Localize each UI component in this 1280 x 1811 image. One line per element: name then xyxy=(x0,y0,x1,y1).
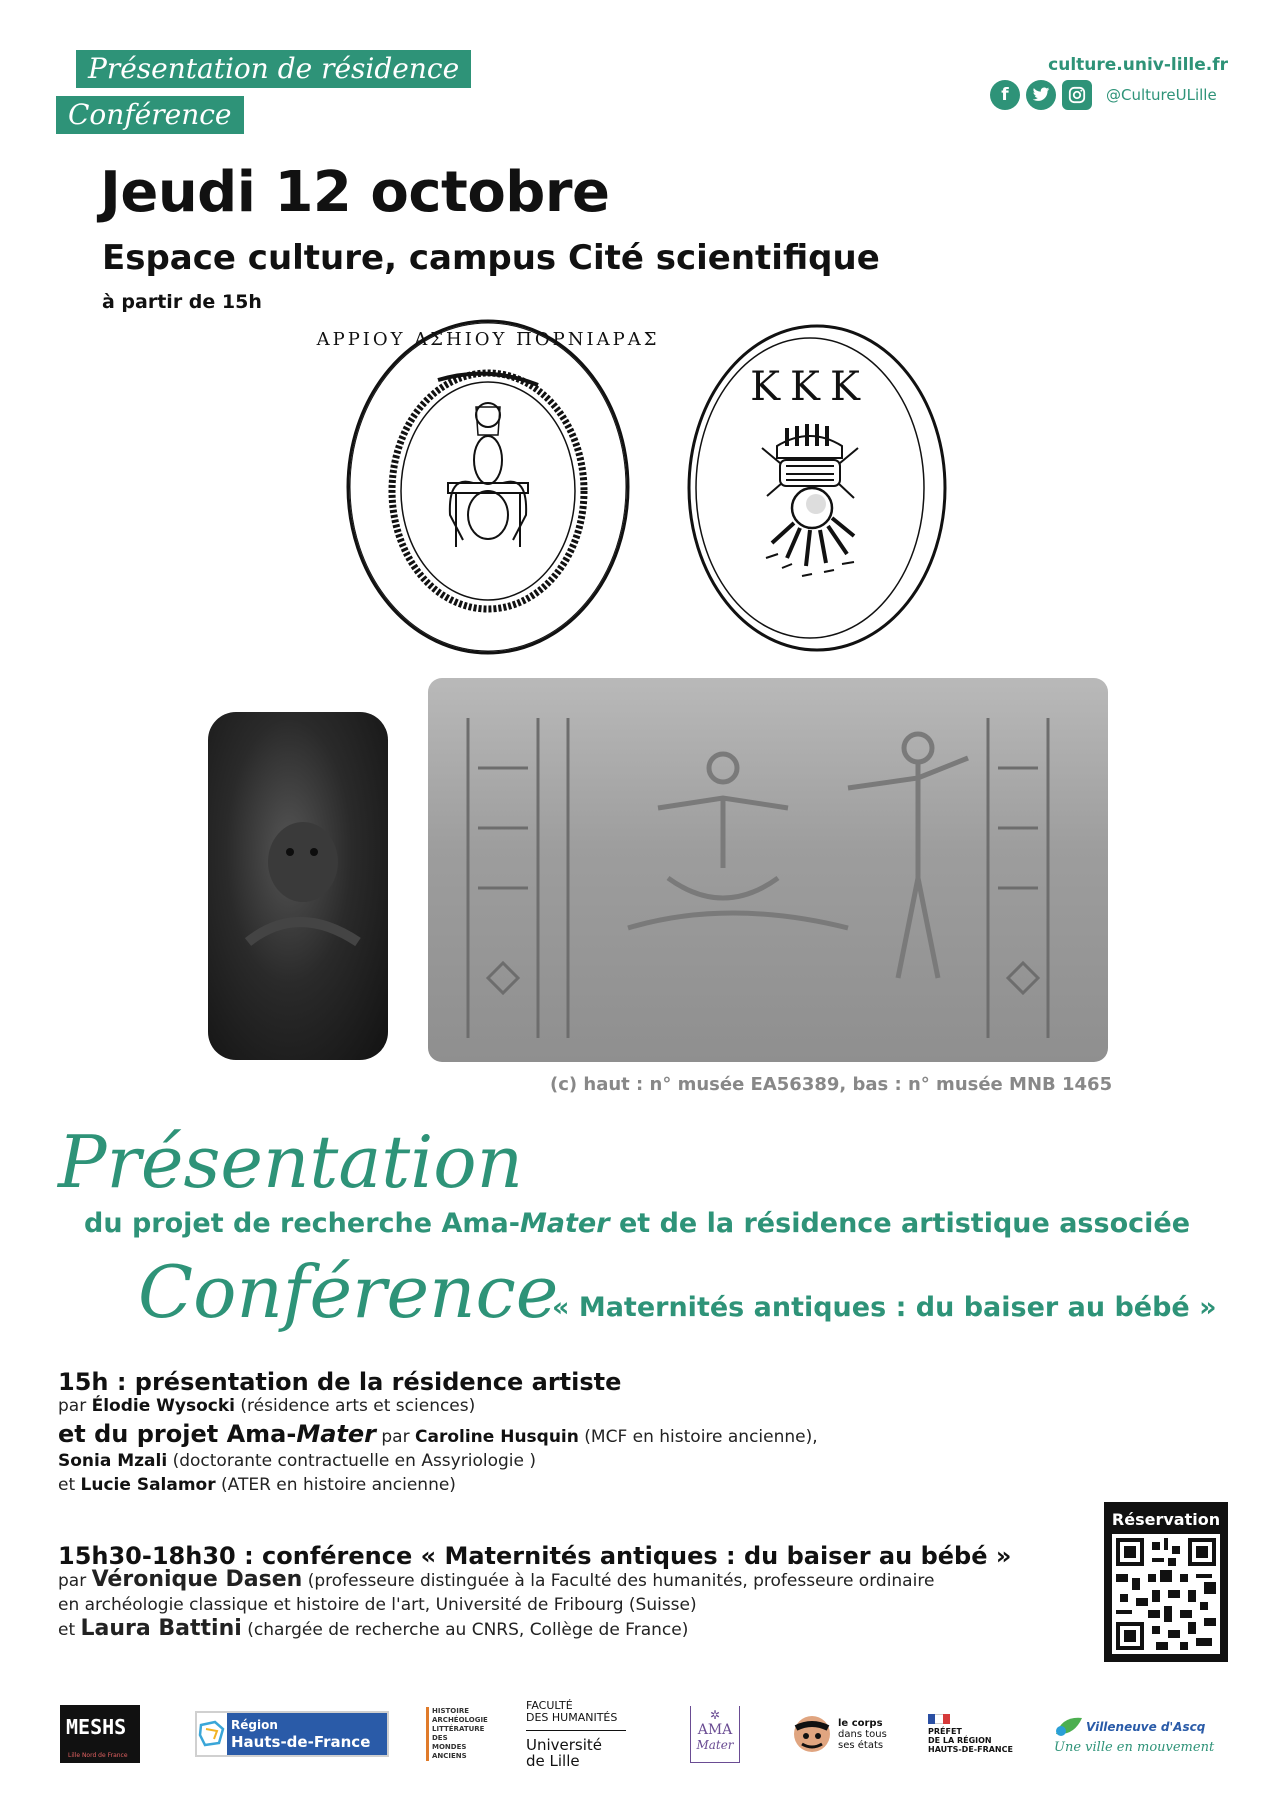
region-map-icon xyxy=(197,1719,227,1749)
program-block-2 xyxy=(58,1544,1088,1642)
seal-drawing-left xyxy=(316,315,660,660)
villeneuve-leaf-icon xyxy=(1054,1714,1084,1740)
cylinder-seal-photo xyxy=(208,712,388,1060)
event-venue: Espace culture, campus Cité scientifique xyxy=(102,238,880,278)
title-conference: Conférence xyxy=(138,1250,559,1334)
program-heading-3: 15h30-18h30 : conférence « Maternités antiques : du baiser au bébé » xyxy=(58,1542,1012,1570)
partner-logos xyxy=(58,1696,1238,1776)
logo-univ-lille: FACULTÉ DES HUMANITÉS Université de Lille xyxy=(526,1696,632,1772)
program-speaker-2: Sonia Mzali (doctorante contractuelle en Assyriologie ) xyxy=(58,1451,536,1471)
program-speaker-4-cont: en archéologie classique et histoire de l'art, Université de Fribourg (Suisse) xyxy=(58,1595,697,1615)
program-heading-1: 15h : présentation de la résidence artiste xyxy=(58,1368,622,1396)
logo-halma: HISTOIRE ARCHÉOLOGIE LITTÉRATURE DES MONDES ANCIENS xyxy=(426,1696,482,1772)
logo-prefet: PRÉFET DE LA RÉGION HAUTS-DE-FRANCE xyxy=(928,1696,1018,1772)
marianne-icon xyxy=(928,1714,950,1724)
program-speaker-4: par Véronique Dasen (professeure distinguée à la Faculté des humanités, professeure ordinaire xyxy=(58,1567,935,1592)
logo-region-hdf: Région Hauts-de-France xyxy=(195,1696,389,1772)
tag-presentation: Présentation de résidence xyxy=(76,50,471,88)
seal-inscription-right: ΚΚΚ xyxy=(750,364,870,410)
logo-corps: le corps dans tous ses états xyxy=(790,1696,890,1772)
corps-face-icon xyxy=(790,1712,834,1756)
program-block-1 xyxy=(58,1370,1058,1497)
event-date: Jeudi 12 octobre xyxy=(100,160,610,225)
qr-code-icon[interactable] xyxy=(1112,1534,1220,1654)
presentation-subtitle: du projet de recherche Ama-Mater et de la résidence artistique associée xyxy=(84,1208,1191,1239)
logo-meshs: MESHS Lille Nord de France xyxy=(60,1696,148,1772)
tag-conference: Conférence xyxy=(56,96,244,134)
logo-ama-mater: ✲ AMA Mater xyxy=(690,1696,746,1772)
program-heading-2: et du projet Ama-Mater par Caroline Husquin (MCF en histoire ancienne), xyxy=(58,1420,818,1448)
program-speaker-5: et Laura Battini (chargée de recherche au CNRS, Collège de France) xyxy=(58,1616,689,1641)
social-links xyxy=(990,80,1217,110)
social-handle[interactable]: @CultureULille xyxy=(1106,86,1217,104)
seal-inscription-left: ΑΡΡΙΟΥ ΑΣΗΙΟΥ ΠΟΡΝΙΑΡΑΣ xyxy=(316,329,660,350)
program-speaker-3: et Lucie Salamor (ATER en histoire ancienne) xyxy=(58,1475,456,1495)
logo-villeneuve-dascq: Villeneuve d'Ascq Une ville en mouvement xyxy=(1054,1696,1224,1772)
instagram-icon[interactable] xyxy=(1062,80,1092,110)
title-presentation: Présentation xyxy=(58,1120,523,1204)
seal-drawing-right xyxy=(682,318,952,658)
image-caption: (c) haut : n° musée EA56389, bas : n° musée MNB 1465 xyxy=(550,1074,1113,1095)
reservation-qr[interactable] xyxy=(1104,1502,1228,1662)
cylinder-seal-impression-photo xyxy=(428,678,1108,1062)
event-time: à partir de 15h xyxy=(102,291,262,313)
website-link[interactable]: culture.univ-lille.fr xyxy=(1048,55,1228,75)
reservation-label: Réservation xyxy=(1111,1510,1221,1529)
conference-subtitle: « Maternités antiques : du baiser au bébé » xyxy=(552,1292,1217,1323)
ama-star-icon: ✲ xyxy=(709,1707,721,1722)
facebook-icon[interactable]: f xyxy=(990,80,1020,110)
twitter-icon[interactable] xyxy=(1026,80,1056,110)
program-speaker-1: par Élodie Wysocki (résidence arts et sciences) xyxy=(58,1396,476,1416)
